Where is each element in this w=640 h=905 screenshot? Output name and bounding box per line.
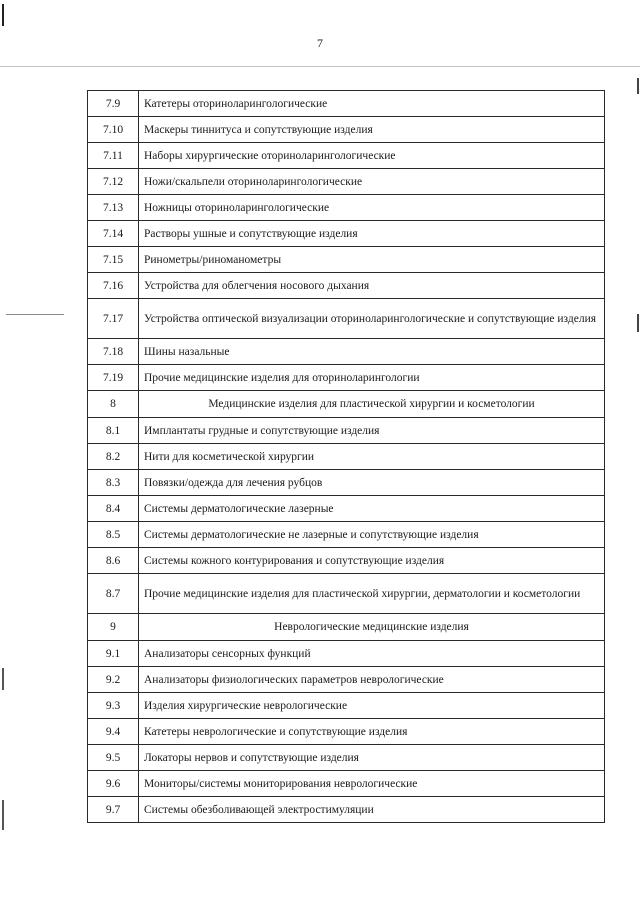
row-number: 8.5	[88, 522, 139, 548]
row-description: Прочие медицинские изделия для оториноларингологии	[139, 365, 605, 391]
row-description: Катетеры неврологические и сопутствующие изделия	[139, 719, 605, 745]
table-row	[88, 299, 605, 339]
row-description: Шины назальные	[139, 339, 605, 365]
table-row	[88, 221, 605, 247]
row-number: 9.7	[88, 797, 139, 823]
table-row	[88, 143, 605, 169]
table-row	[88, 117, 605, 143]
row-description: Системы кожного контурирования и сопутствующие изделия	[139, 548, 605, 574]
row-description: Системы дерматологические не лазерные и сопутствующие изделия	[139, 522, 605, 548]
table-row	[88, 195, 605, 221]
row-number: 9.3	[88, 693, 139, 719]
row-description: Ножницы оториноларингологические	[139, 195, 605, 221]
row-number: 8.2	[88, 444, 139, 470]
row-number: 7.19	[88, 365, 139, 391]
row-number: 7.12	[88, 169, 139, 195]
table-row	[88, 574, 605, 614]
row-description: Наборы хирургические оториноларингологические	[139, 143, 605, 169]
row-description: Системы обезболивающей электростимуляции	[139, 797, 605, 823]
table-row	[88, 745, 605, 771]
row-description: Устройства для облегчения носового дыхания	[139, 273, 605, 299]
row-number: 8	[88, 391, 139, 418]
row-number: 9.5	[88, 745, 139, 771]
row-description: Устройства оптической визуализации оториноларингологические и сопутствующие изделия	[139, 299, 605, 339]
table-row	[88, 641, 605, 667]
row-number: 8.4	[88, 496, 139, 522]
table-row	[88, 667, 605, 693]
scan-edge-mark	[2, 800, 4, 830]
table-row	[88, 470, 605, 496]
row-number: 9.6	[88, 771, 139, 797]
table-row	[88, 247, 605, 273]
table-row	[88, 719, 605, 745]
row-description: Анализаторы сенсорных функций	[139, 641, 605, 667]
row-description: Маскеры тиннитуса и сопутствующие изделия	[139, 117, 605, 143]
row-number: 8.1	[88, 418, 139, 444]
row-number: 9.4	[88, 719, 139, 745]
row-description: Системы дерматологические лазерные	[139, 496, 605, 522]
page-number: 7	[317, 36, 323, 50]
classification-table	[87, 90, 605, 823]
table-row	[88, 693, 605, 719]
row-description: Ножи/скальпели оториноларингологические	[139, 169, 605, 195]
row-number: 9.1	[88, 641, 139, 667]
row-number: 7.16	[88, 273, 139, 299]
row-description: Нити для косметической хирургии	[139, 444, 605, 470]
table-row	[88, 548, 605, 574]
section-row	[88, 614, 605, 641]
table-row	[88, 771, 605, 797]
table-row	[88, 339, 605, 365]
scan-edge-mark	[2, 668, 4, 690]
section-row	[88, 391, 605, 418]
table-row	[88, 418, 605, 444]
row-description: Анализаторы физиологических параметров неврологические	[139, 667, 605, 693]
row-description: Катетеры оториноларингологические	[139, 91, 605, 117]
row-number: 8.3	[88, 470, 139, 496]
table-row	[88, 522, 605, 548]
row-number: 8.6	[88, 548, 139, 574]
row-number: 7.14	[88, 221, 139, 247]
row-number: 9.2	[88, 667, 139, 693]
row-number: 8.7	[88, 574, 139, 614]
row-number: 7.13	[88, 195, 139, 221]
row-description: Мониторы/системы мониторирования неврологические	[139, 771, 605, 797]
row-number: 7.10	[88, 117, 139, 143]
scan-artifact-line	[0, 66, 640, 67]
row-number: 7.18	[88, 339, 139, 365]
row-number: 9	[88, 614, 139, 641]
table-row	[88, 797, 605, 823]
table-row	[88, 444, 605, 470]
row-number: 7.17	[88, 299, 139, 339]
table-row	[88, 273, 605, 299]
row-number: 7.9	[88, 91, 139, 117]
table-row	[88, 365, 605, 391]
scan-edge-mark	[637, 314, 639, 332]
row-description: Повязки/одежда для лечения рубцов	[139, 470, 605, 496]
row-number: 7.15	[88, 247, 139, 273]
table-row	[88, 169, 605, 195]
table-row	[88, 496, 605, 522]
row-description: Изделия хирургические неврологические	[139, 693, 605, 719]
row-number: 7.11	[88, 143, 139, 169]
table-body	[88, 91, 605, 823]
row-description: Растворы ушные и сопутствующие изделия	[139, 221, 605, 247]
row-description: Прочие медицинские изделия для пластической хирургии, дерматологии и косметологии	[139, 574, 605, 614]
row-description: Ринометры/риноманометры	[139, 247, 605, 273]
scan-artifact-line	[6, 314, 64, 315]
row-description: Локаторы нервов и сопутствующие изделия	[139, 745, 605, 771]
scan-edge-mark	[637, 78, 639, 94]
row-description: Имплантаты грудные и сопутствующие изделия	[139, 418, 605, 444]
section-title: Неврологические медицинские изделия	[139, 614, 605, 641]
scan-edge-mark	[2, 4, 4, 26]
table-row	[88, 91, 605, 117]
section-title: Медицинские изделия для пластической хирургии и косметологии	[139, 391, 605, 418]
